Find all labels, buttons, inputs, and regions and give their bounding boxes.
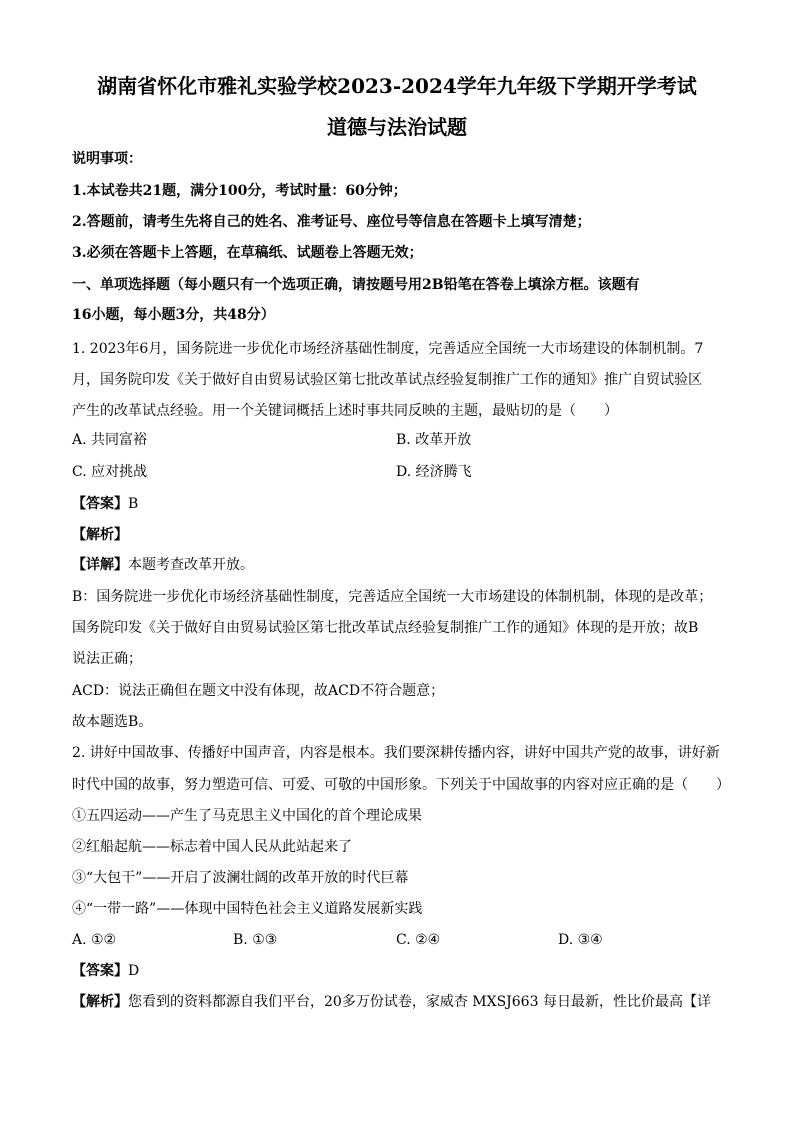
answer-tag: 【答案】 bbox=[72, 963, 128, 979]
instruction-item-1: 1.本试卷共21题，满分100分，考试时量：60分钟； bbox=[72, 183, 407, 199]
question-1-text-line2: 月，国务院印发《关于做好自由贸易试验区第七批改革试点经验复制推广工作的通知》推广自贸试验区 bbox=[72, 372, 702, 388]
question-1-detail bbox=[72, 555, 254, 575]
question-1-explain-line2: 国务院印发《关于做好自由贸易试验区第七批改革试点经验复制推广工作的通知》体现的是开放；故B bbox=[72, 620, 699, 636]
instruction-item-3: 3.必须在答题卡上答题，在草稿纸、试题卷上答题无效； bbox=[72, 245, 423, 261]
question-2-item-4: ④“一带一路”——体现中国特色社会主义道路发展新实践 bbox=[72, 901, 423, 917]
question-1-explain-line4: ACD：说法正确但在题文中没有体现，故ACD不符合题意； bbox=[72, 683, 445, 699]
detail-text: 本题考查改革开放。 bbox=[128, 557, 254, 573]
question-2-analysis bbox=[72, 992, 711, 1012]
instructions-heading: 说明事项： bbox=[72, 151, 142, 167]
question-2-option-b: B. ①③ bbox=[233, 932, 278, 948]
document-title-line2: 道德与法治试题 bbox=[327, 115, 467, 139]
question-1-option-a: A. 共同富裕 bbox=[72, 432, 148, 448]
instruction-item-2: 2.答题前，请考生先将自己的姓名、准考证号、座位号等信息在答题卡上填写清楚； bbox=[72, 214, 591, 230]
question-2-item-3: ③“大包干”——开启了波澜壮阔的改革开放的时代巨幕 bbox=[72, 870, 409, 886]
section-heading-line1: 一、单项选择题（每小题只有一个选项正确，请按题号用2B铅笔在答卷上填涂方框。该题有 bbox=[72, 277, 640, 293]
question-1-option-d: D. 经济腾飞 bbox=[396, 464, 472, 480]
question-1-text-line3: 产生的改革试点经验。用一个关键词概括上述时事共同反映的主题，最贴切的是（ ） bbox=[72, 403, 618, 419]
question-2-answer bbox=[72, 961, 139, 981]
question-1-text-line1: 1. 2023年6月，国务院进一步优化市场经济基础性制度，完善适应全国统一大市场建设的体制机制。7 bbox=[72, 341, 704, 357]
document-title-line1: 湖南省怀化市雅礼实验学校2023-2024学年九年级下学期开学考试 bbox=[97, 74, 697, 98]
analysis-tag: 【解析】 bbox=[72, 994, 128, 1010]
question-2-text-line2: 时代中国的故事，努力塑造可信、可爱、可敬的中国形象。下列关于中国故事的内容对应正确的是（ ） bbox=[72, 777, 730, 793]
question-1-answer bbox=[72, 494, 138, 514]
analysis-text: 您看到的资料都源自我们平台，20多万份试卷，家威杏 MXSJ663 每日最新，性比价最高【详 bbox=[128, 994, 711, 1010]
analysis-tag: 【解析】 bbox=[72, 527, 128, 543]
question-2-option-a: A. ①② bbox=[72, 932, 117, 948]
detail-tag: 【详解】 bbox=[72, 557, 128, 573]
question-1-explain-line1: B：国务院进一步优化市场经济基础性制度，完善适应全国统一大市场建设的体制机制，体现的是改革； bbox=[72, 589, 713, 605]
answer-value: B bbox=[128, 496, 139, 512]
question-1-option-b: B. 改革开放 bbox=[396, 432, 472, 448]
answer-value: D bbox=[128, 963, 140, 979]
question-2-option-d: D. ③④ bbox=[558, 932, 603, 948]
question-2-text-line1: 2. 讲好中国故事、传播好中国声音，内容是根本。我们要深耕传播内容，讲好中国共产党的故事，讲好新 bbox=[72, 745, 720, 761]
question-2-item-1: ①五四运动——产生了马克思主义中国化的首个理论成果 bbox=[72, 808, 422, 824]
question-1-explain-line3: 说法正确； bbox=[72, 651, 142, 667]
section-heading-line2: 16小题，每小题3分，共48分） bbox=[72, 307, 275, 323]
question-2-option-c: C. ②④ bbox=[396, 932, 441, 948]
question-1-option-c: C. 应对挑战 bbox=[72, 464, 148, 480]
question-1-explain-line5: 故本题选B。 bbox=[72, 714, 153, 730]
question-1-analysis-tag bbox=[72, 525, 128, 545]
question-2-item-2: ②红船起航——标志着中国人民从此站起来了 bbox=[72, 839, 352, 855]
answer-tag: 【答案】 bbox=[72, 496, 128, 512]
